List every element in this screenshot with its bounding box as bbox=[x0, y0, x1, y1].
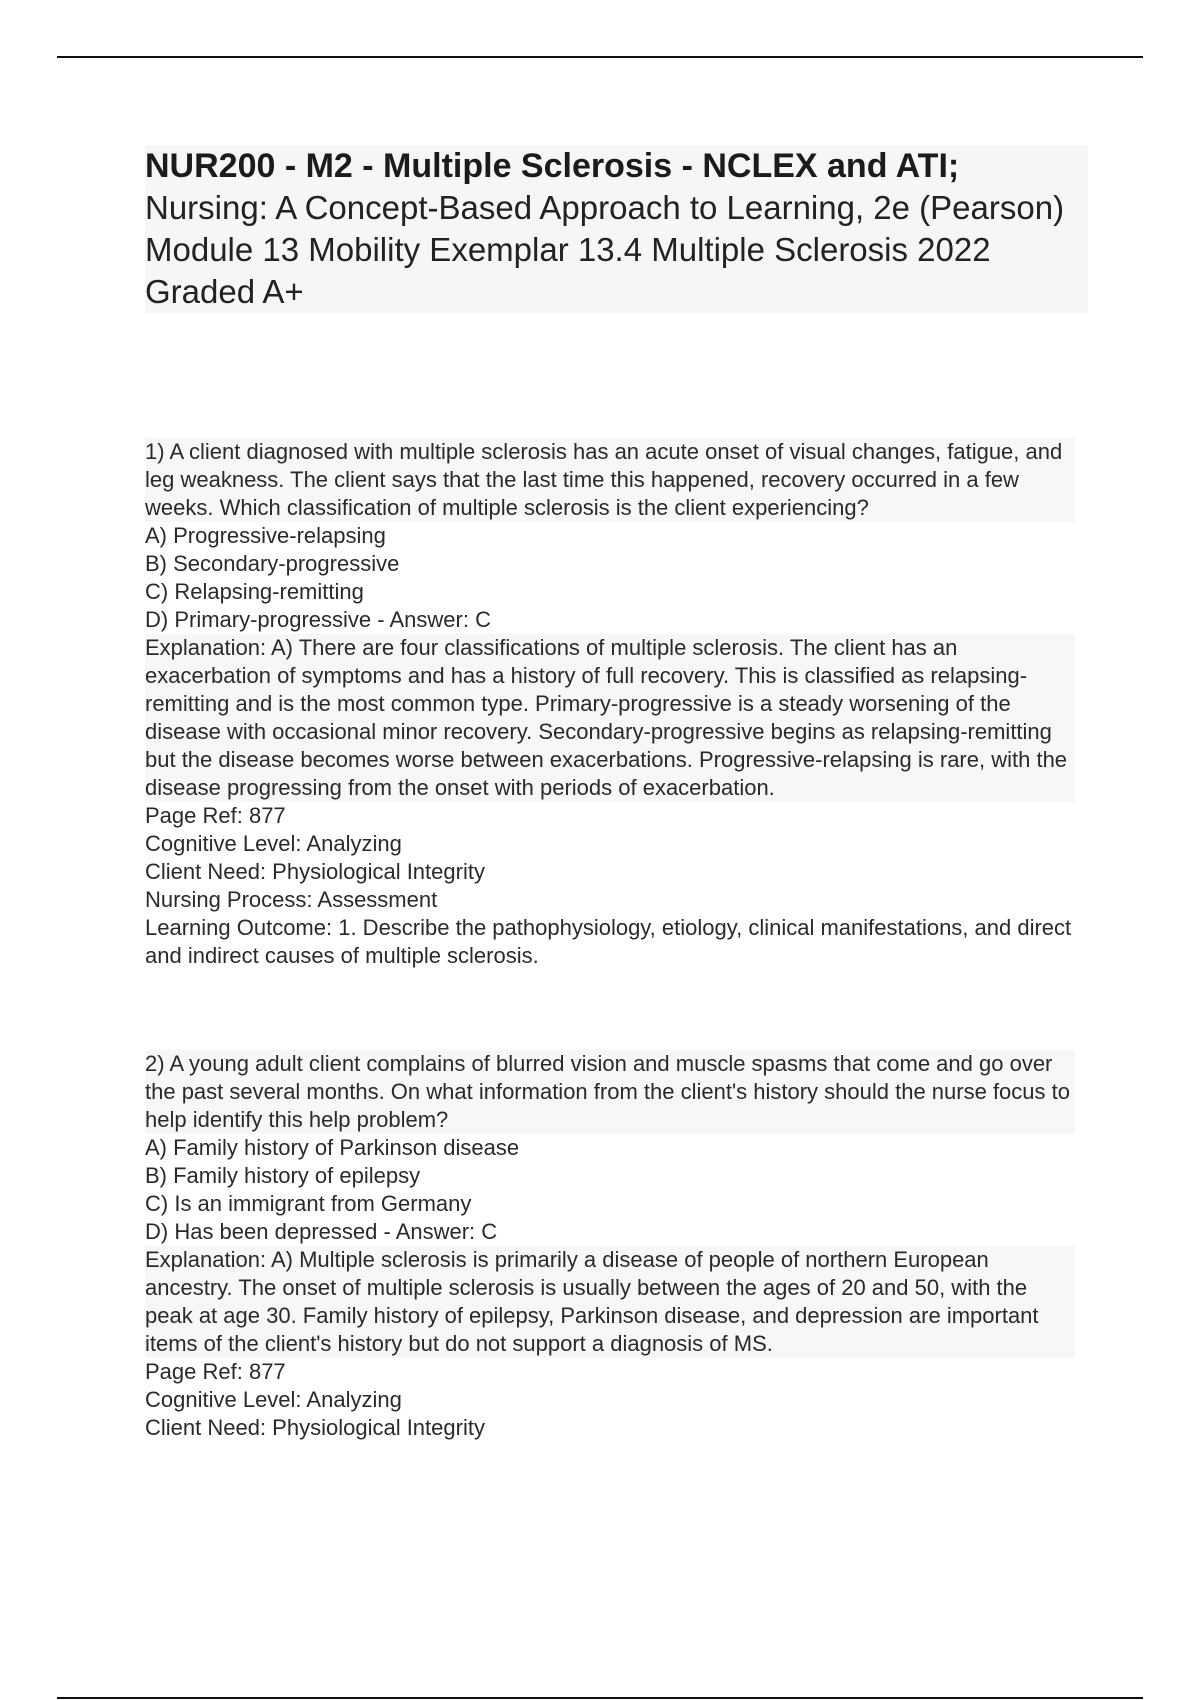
top-rule bbox=[57, 56, 1143, 58]
question-2 bbox=[145, 1050, 1075, 1442]
option-b: B) Secondary-progressive bbox=[145, 551, 400, 576]
question-stem: 1) A client diagnosed with multiple sclerosis has an acute onset of visual changes, fatigue, and leg weakness. The client says that the last time this happened, recovery occurred in a few weeks. Which classification of multiple sclerosis is the client experiencing? bbox=[145, 438, 1075, 522]
explanation: Explanation: A) Multiple sclerosis is primarily a disease of people of northern European ancestry. The onset of multiple sclerosis is usually between the ages of 20 and 50, with the peak at age 30. Family history of epilepsy, Parkinson disease, and depression are important items of the client's history but do not support a diagnosis of MS. bbox=[145, 1246, 1075, 1358]
learning-outcome: Learning Outcome: 1. Describe the pathophysiology, etiology, clinical manifestations, and direct and indirect causes of multiple sclerosis. bbox=[145, 915, 1072, 968]
cognitive-level: Cognitive Level: Analyzing bbox=[145, 831, 402, 856]
page-ref: Page Ref: 877 bbox=[145, 803, 286, 828]
page-ref: Page Ref: 877 bbox=[145, 1359, 286, 1384]
question-1 bbox=[145, 438, 1075, 970]
document-title-block bbox=[145, 145, 1088, 313]
nursing-process: Nursing Process: Assessment bbox=[145, 887, 438, 912]
option-d-answer: D) Primary-progressive - Answer: C bbox=[145, 607, 491, 632]
cognitive-level: Cognitive Level: Analyzing bbox=[145, 1387, 402, 1412]
option-c: C) Relapsing-remitting bbox=[145, 579, 364, 604]
option-a: A) Family history of Parkinson disease bbox=[145, 1135, 520, 1160]
question-stem: 2) A young adult client complains of blurred vision and muscle spasms that come and go over the past several months. On what information from the client's history should the nurse focus to help identify this help problem? bbox=[145, 1050, 1075, 1134]
option-a: A) Progressive-relapsing bbox=[145, 523, 386, 548]
option-d-answer: D) Has been depressed - Answer: C bbox=[145, 1219, 498, 1244]
bottom-rule bbox=[57, 1697, 1143, 1699]
option-c: C) Is an immigrant from Germany bbox=[145, 1191, 472, 1216]
client-need: Client Need: Physiological Integrity bbox=[145, 859, 485, 884]
explanation: Explanation: A) There are four classifications of multiple sclerosis. The client has an exacerbation of symptoms and has a history of full recovery. This is classified as relapsing-remitting and is the most common type. Primary-progressive is a steady worsening of the disease with occasional minor recovery. Secondary-progressive begins as relapsing-remitting but the disease becomes worse between exacerbations. Progressive-relapsing is rare, with the disease progressing from the onset with periods of exacerbation. bbox=[145, 634, 1075, 802]
option-b: B) Family history of epilepsy bbox=[145, 1163, 421, 1188]
document-subtitle: Nursing: A Concept-Based Approach to Learning, 2e (Pearson) Module 13 Mobility Exemplar 13.4 Multiple Sclerosis 2022 Graded A+ bbox=[145, 189, 1065, 310]
client-need: Client Need: Physiological Integrity bbox=[145, 1415, 485, 1440]
document-title: NUR200 - M2 - Multiple Sclerosis - NCLEX and ATI; bbox=[145, 147, 960, 185]
